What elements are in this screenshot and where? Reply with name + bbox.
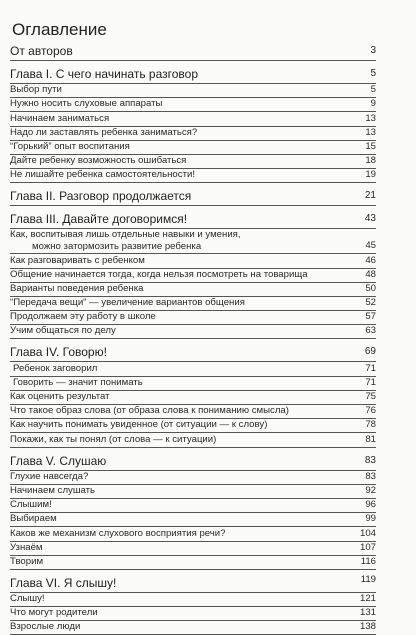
toc-item-row: [10, 556, 376, 570]
toc-entry-title-line1: Как, воспитывая лишь отдельные навыки и умения,: [10, 229, 241, 241]
toc-page-number: 45: [365, 240, 376, 252]
toc-entry-title: Творим: [10, 555, 44, 567]
toc-item-row: [10, 607, 376, 621]
toc-page-number: 119: [360, 573, 376, 585]
toc-item-row: [10, 297, 376, 311]
toc-item-row: [10, 542, 376, 556]
toc-page-number: 48: [365, 268, 376, 280]
toc-item-row: [10, 127, 376, 141]
toc-page-number: 107: [359, 541, 376, 553]
toc-entry-title: Начинаем слушать: [10, 484, 96, 496]
toc-item-row: [10, 621, 376, 635]
toc-page-number: 96: [365, 499, 376, 511]
toc-page-number: 13: [365, 126, 376, 138]
toc-page-number: 52: [365, 297, 376, 309]
toc-chapter-row: [10, 40, 376, 61]
toc-item-row: [10, 325, 376, 339]
toc-item-row: [10, 169, 376, 183]
toc-item-row: [10, 283, 376, 297]
toc-entry-title: Надо ли заставлять ребенка заниматься?: [10, 126, 198, 138]
toc-item-row: [10, 513, 376, 527]
toc-entry-title: Глава II. Разговор продолжается: [10, 189, 192, 204]
toc-page-number: 69: [364, 346, 376, 358]
toc-entry-title: Каков же механизм слухового восприятия речи?: [10, 527, 226, 539]
toc-page-number: 3: [370, 45, 376, 56]
toc-item-row: [10, 377, 376, 391]
toc-page-number: 57: [365, 311, 376, 323]
toc-item-row: [10, 141, 376, 155]
toc-item-row: [10, 269, 376, 283]
toc-entry-title: Что могут родители: [10, 607, 98, 619]
toc-page-number: 71: [365, 376, 376, 388]
toc-page-number: 99: [365, 513, 376, 525]
toc-page-number: 50: [365, 282, 376, 294]
toc-entry-title: Не лишайте ребенка самостоятельности!: [10, 169, 195, 181]
table-of-contents: [10, 40, 376, 635]
toc-item-row: [10, 362, 376, 376]
toc-entry-title: Нужно носить слуховые аппараты: [10, 98, 163, 110]
toc-page-number: 15: [365, 140, 376, 152]
toc-item-row: [10, 391, 376, 405]
toc-page-number: 63: [365, 325, 376, 337]
toc-item-row: [10, 499, 376, 513]
toc-entry-title: Продолжаем эту работу в школе: [10, 311, 156, 323]
toc-page-number: 104: [359, 527, 376, 539]
toc-entry-title: Учим общаться по делу: [10, 325, 116, 337]
toc-entry-title: Как научить понимать увиденное (от ситуации — к слову): [10, 419, 268, 431]
toc-item-row: [10, 405, 376, 419]
toc-entry-title: Начинаем заниматься: [10, 112, 110, 124]
toc-page-number: 81: [365, 433, 376, 445]
toc-entry-title: Ребенок заговорил: [13, 362, 98, 374]
toc-entry-title-line2: можно затормозить развитие ребенка: [32, 240, 202, 252]
toc-item-row: [10, 311, 376, 325]
toc-entry-title: Как разговаривать с ребенком: [10, 254, 145, 266]
toc-page-number: 131: [359, 607, 376, 619]
toc-entry-title: Глухие навсегда?: [10, 470, 89, 482]
toc-entry-title: Как оценить результат: [10, 391, 110, 402]
toc-entry-title: Глава IV. Говорю!: [10, 345, 107, 360]
toc-page-number: 21: [364, 190, 376, 202]
toc-page-number: 13: [365, 112, 376, 124]
toc-chapter-row: [10, 450, 376, 471]
toc-entry-title: “Горький” опыт воспитания: [10, 140, 130, 152]
toc-chapter-row: [10, 572, 376, 593]
toc-entry-title: [10, 229, 365, 253]
toc-entry-title: Глава V. Слушаю: [10, 453, 107, 468]
toc-item-row: [10, 593, 376, 607]
toc-chapter-row: [10, 63, 376, 84]
toc-entry-title: От авторов: [10, 44, 73, 58]
toc-item-row: [10, 229, 376, 254]
toc-page-number: 9: [370, 98, 376, 110]
toc-page-number: 43: [364, 213, 376, 225]
toc-page-number: 92: [365, 484, 376, 496]
toc-page-number: 121: [359, 593, 376, 605]
toc-entry-title: Глава VI. Я слышу!: [10, 575, 117, 590]
toc-entry-title: Выбираем: [10, 513, 57, 525]
toc-item-row: [10, 98, 376, 112]
toc-entry-title: Говорить — значит понимать: [13, 376, 143, 388]
toc-page-number: 83: [364, 454, 376, 466]
toc-entry-title: “Передача вещи” — увеличение вариантов общения: [10, 297, 245, 309]
toc-entry-title: Глава I. С чего начинать разговор: [10, 67, 198, 81]
toc-item-row: [10, 84, 376, 98]
toc-entry-title: Покажи, как ты понял (от слова — к ситуации): [10, 433, 217, 445]
toc-entry-title: Взрослые люди: [10, 621, 81, 633]
toc-item-row: [10, 155, 376, 169]
toc-page-number: 75: [365, 391, 376, 402]
toc-item-row: [10, 254, 376, 268]
toc-page-number: 5: [370, 68, 376, 79]
toc-item-row: [10, 485, 376, 499]
toc-entry-title: Что такое образ слова (от образа слова к пониманию смысла): [10, 405, 289, 417]
toc-page-number: 5: [370, 84, 376, 96]
toc-page-number: 78: [365, 419, 376, 431]
toc-page-number: 71: [365, 362, 376, 374]
toc-entry-title: Дайте ребенку возможность ошибаться: [10, 155, 187, 167]
toc-page-number: 18: [365, 155, 376, 167]
toc-chapter-row: [10, 341, 376, 362]
toc-item-row: [10, 527, 376, 541]
toc-page-number: 19: [365, 169, 376, 181]
toc-page-number: 46: [365, 254, 376, 266]
toc-page-number: 76: [365, 405, 376, 417]
page-title: Оглавление: [12, 20, 107, 39]
toc-entry-title: Общение начинается тогда, когда нельзя посмотреть на товарища: [10, 268, 308, 280]
toc-item-row: [10, 471, 376, 485]
toc-page-number: 83: [365, 470, 376, 482]
toc-entry-title: Узнаём: [10, 541, 43, 553]
toc-entry-title: Выбор пути: [10, 84, 62, 96]
toc-entry-title: Глава III. Давайте договоримся!: [10, 212, 188, 227]
toc-page-number: 116: [360, 555, 376, 567]
toc-item-row: [10, 433, 376, 447]
toc-item-row: [10, 419, 376, 433]
toc-entry-title: Слышу!: [10, 593, 45, 605]
toc-item-row: [10, 112, 376, 126]
toc-entry-title: Варианты поведения ребенка: [10, 282, 144, 294]
toc-entry-title: Слышим!: [10, 499, 52, 511]
toc-chapter-row: [10, 208, 376, 229]
toc-page-number: 138: [359, 621, 376, 633]
toc-chapter-row: [10, 185, 376, 206]
